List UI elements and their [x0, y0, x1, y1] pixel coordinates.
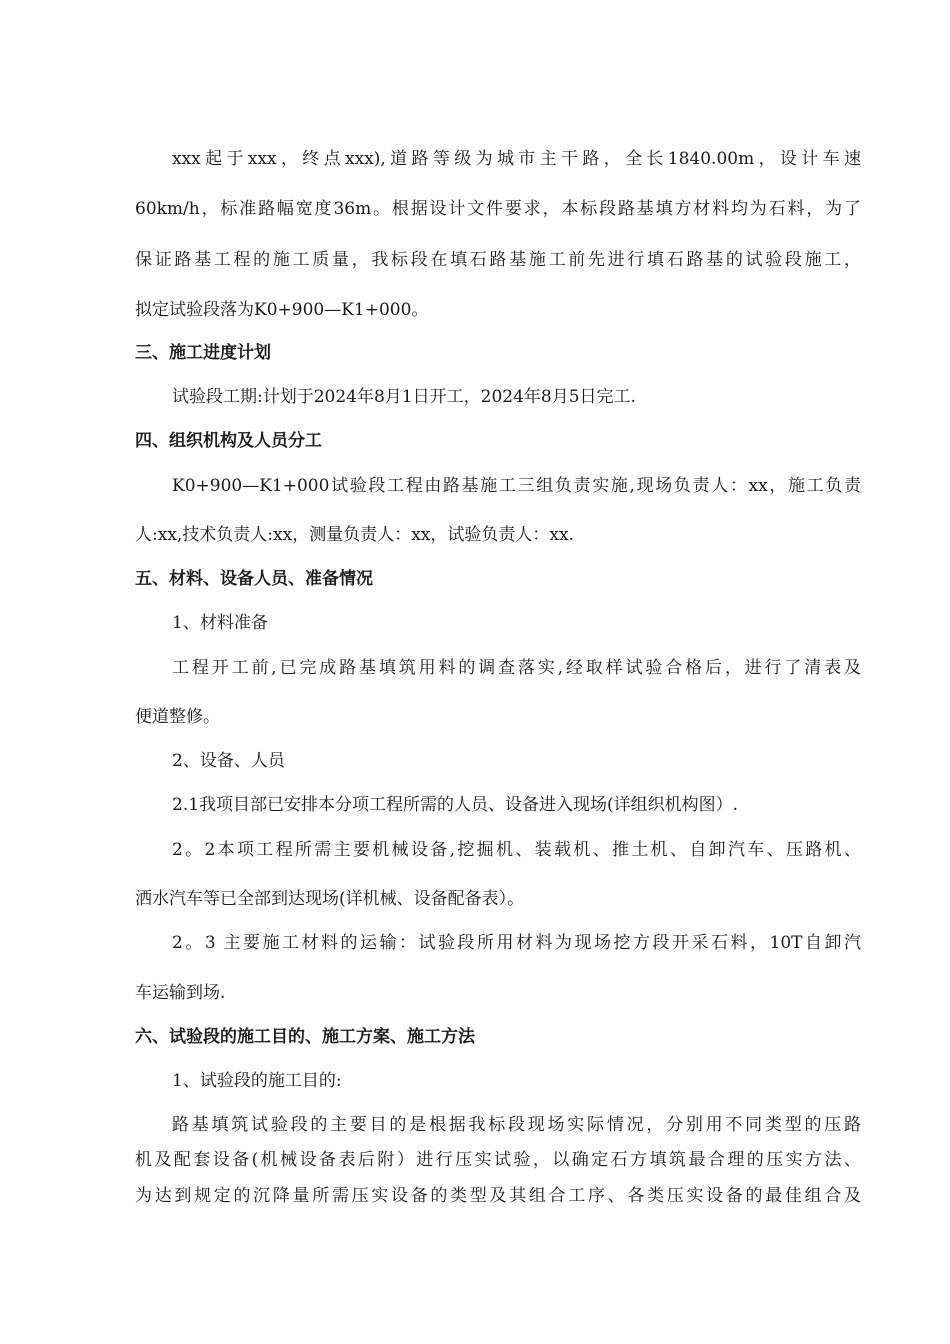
section6-line-1: 路基填筑试验段的主要目的是根据我标段现场实际情况，分别用不同类型的压路 — [172, 1115, 861, 1135]
intro-line-4: 拟定试验段落为K0+900—K1+000。 — [135, 300, 429, 320]
intro-line-1: xxx起于xxx，终点xxx),道路等级为城市主干路，全长1840.00m，设计车速 — [172, 149, 861, 169]
section5-item-2-3-line-2: 车运输到场. — [135, 983, 226, 1003]
section6-line-2: 机及配套设备(机械设备表后附）进行压实试验，以确定石方填筑最合理的压实方法、 — [135, 1150, 861, 1170]
section5-sub1-line-2: 便道整修。 — [135, 707, 220, 727]
intro-line-3: 保证路基工程的施工质量，我标段在填石路基施工前先进行填石路基的试验段施工， — [135, 250, 861, 270]
section6-sub1-title: 1、试验段的施工目的: — [172, 1071, 342, 1091]
section3-line-1: 试验段工期:计划于2024年8月1日开工，2024年8月5日完工. — [172, 387, 636, 407]
section5-sub1-title: 1、材料准备 — [172, 613, 268, 633]
section4-line-2: 人:xx,技术负责人:xx，测量负责人：xx，试验负责人：xx. — [135, 525, 574, 545]
section5-item-2-3-line-1: 2。3 主要施工材料的运输：试验段所用材料为现场挖方段开采石料，10T自卸汽 — [172, 933, 861, 953]
section6-line-3: 为达到规定的沉降量所需压实设备的类型及其组合工序、各类压实设备的最佳组合及 — [135, 1186, 861, 1206]
section3-heading: 三、施工进度计划 — [135, 343, 271, 363]
section5-item-2-2-line-1: 2。2本项工程所需主要机械设备,挖掘机、装载机、推土机、自卸汽车、压路机、 — [172, 840, 861, 860]
section5-item-2-2-line-2: 洒水汽车等已全部到达现场(详机械、设备配备表）。 — [135, 889, 525, 909]
section6-heading: 六、试验段的施工目的、施工方案、施工方法 — [135, 1027, 475, 1047]
section4-line-1: K0+900—K1+000试验段工程由路基施工三组负责实施,现场负责人：xx，施工负责 — [172, 476, 861, 496]
section5-sub2-title: 2、设备、人员 — [172, 751, 285, 771]
intro-line-2: 60km/h，标准路幅宽度36m。根据设计文件要求，本标段路基填方材料均为石料，为了 — [135, 199, 861, 219]
section4-heading: 四、组织机构及人员分工 — [135, 431, 322, 451]
section5-item-2-1: 2.1我项目部已安排本分项工程所需的人员、设备进入现场(详组织机构图）. — [172, 795, 739, 815]
section5-heading: 五、材料、设备人员、准备情况 — [135, 569, 373, 589]
section5-sub1-line-1: 工程开工前,已完成路基填筑用料的调查落实,经取样试验合格后，进行了清表及 — [172, 658, 861, 678]
